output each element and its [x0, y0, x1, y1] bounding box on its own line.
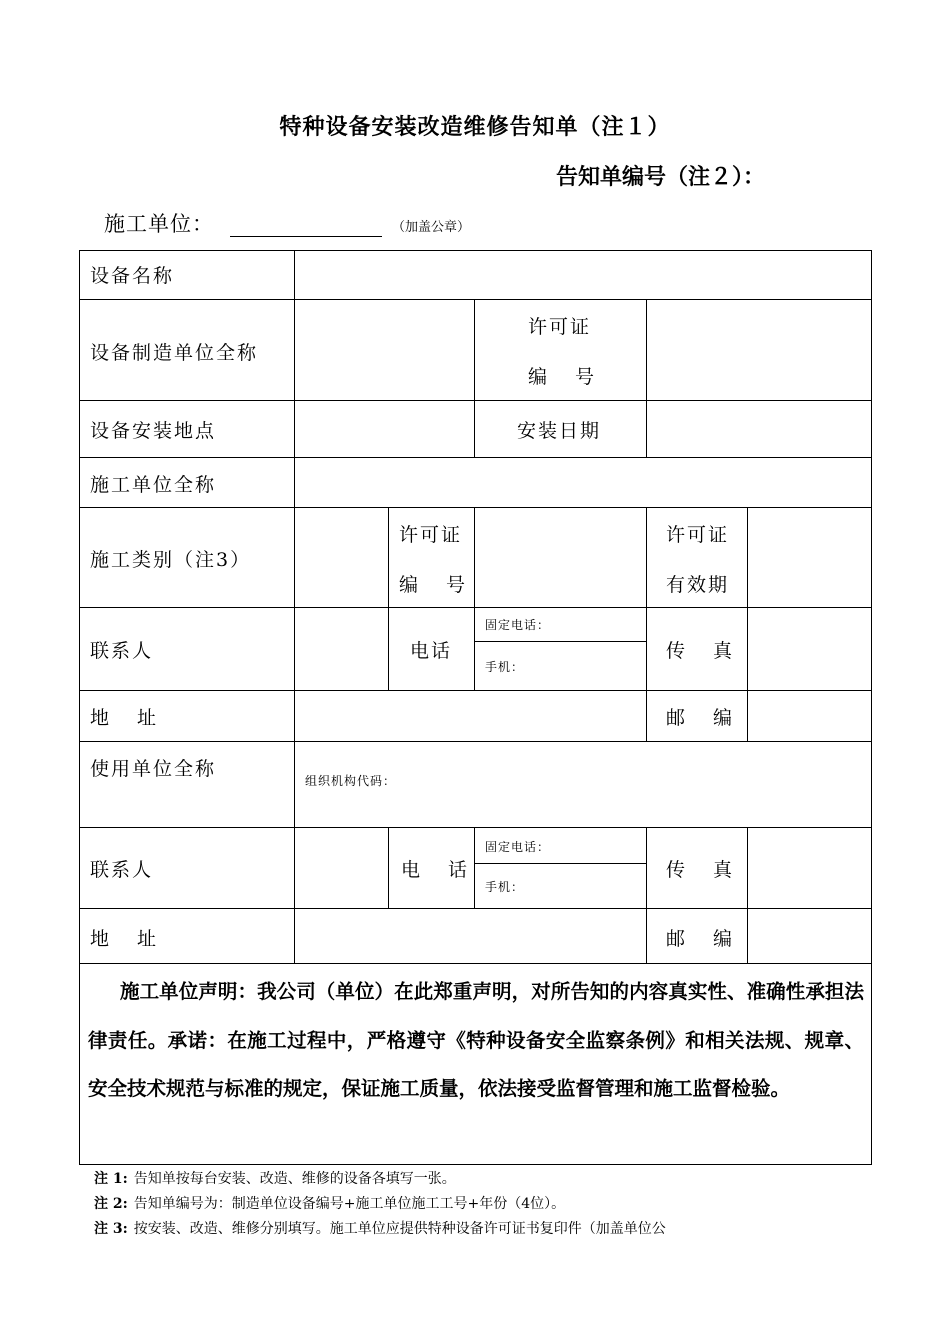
note-1 [94, 1168, 456, 1188]
manufacturer-label: 设备制造单位全称 [90, 342, 259, 364]
form-title: 特种设备安装改造维修告知单（注１） [279, 114, 671, 140]
note-3-label: 注 3: [94, 1221, 128, 1237]
contractor-license-label-1: 许可证 [399, 524, 463, 546]
license-validity-label-1: 许可证 [666, 524, 730, 546]
user-unit-label: 使用单位全称 [90, 758, 217, 780]
construction-unit-blank[interactable] [230, 236, 382, 237]
construction-unit-label: 施工单位： [104, 212, 214, 236]
stamp-hint: （加盖公章） [392, 220, 471, 235]
user-contact-person-label: 联系人 [90, 859, 154, 881]
contractor-name-label: 施工单位全称 [90, 474, 217, 496]
user-fax-label: 传 真 [666, 859, 735, 881]
user-address-label: 地 址 [90, 928, 159, 950]
org-code-label: 组织机构代码： [305, 774, 397, 788]
landline-label: 固定电话： [485, 618, 551, 632]
note-2 [94, 1193, 565, 1213]
note-3-text: 按安装、改造、维修分别填写。施工单位应提供特种设备许可证书复印件（加盖单位公 [133, 1221, 666, 1237]
mobile-label: 手机： [485, 660, 525, 674]
contractor-license-label-2: 编 号 [399, 574, 468, 596]
fax-label: 传 真 [666, 640, 735, 662]
user-postcode-label: 邮 编 [666, 928, 735, 950]
note-2-label: 注 2: [94, 1196, 128, 1212]
contact-person-label: 联系人 [90, 640, 154, 662]
user-mobile-label: 手机： [485, 880, 525, 894]
phone-label: 电话 [410, 640, 453, 662]
note-1-text: 告知单按每台安装、改造、维修的设备各填写一张。 [133, 1171, 456, 1187]
note-2-text: 告知单编号为：制造单位设备编号+施工单位施工工号+年份（4位）。 [133, 1196, 566, 1212]
address-label: 地 址 [90, 707, 159, 729]
notice-number-label: 告知单编号（注２）： [556, 164, 766, 190]
construction-category-label: 施工类别（注3） [90, 549, 252, 571]
install-date-label: 安装日期 [517, 420, 602, 442]
license-validity-label-2: 有效期 [666, 574, 730, 596]
equipment-name-label: 设备名称 [90, 265, 175, 287]
user-phone-label: 电 话 [401, 859, 470, 881]
manufacturer-license-label-1: 许可证 [528, 316, 592, 338]
manufacturer-license-label-2: 编 号 [528, 366, 597, 388]
install-location-label: 设备安装地点 [90, 420, 217, 442]
contractor-declaration: 施工单位声明：我公司（单位）在此郑重声明，对所告知的内容真实性、准确性承担法律责任。承诺：在施工过程中，严格遵守《特种设备安全监察条例》和相关法规、规章、安全技术规范与标准的规定，保证施工质量，依法接受监督管理和施工监督检验。 [88, 980, 864, 1100]
note-3 [94, 1218, 666, 1238]
postcode-label: 邮 编 [666, 707, 735, 729]
note-1-label: 注 1: [94, 1171, 128, 1187]
user-landline-label: 固定电话： [485, 840, 551, 854]
